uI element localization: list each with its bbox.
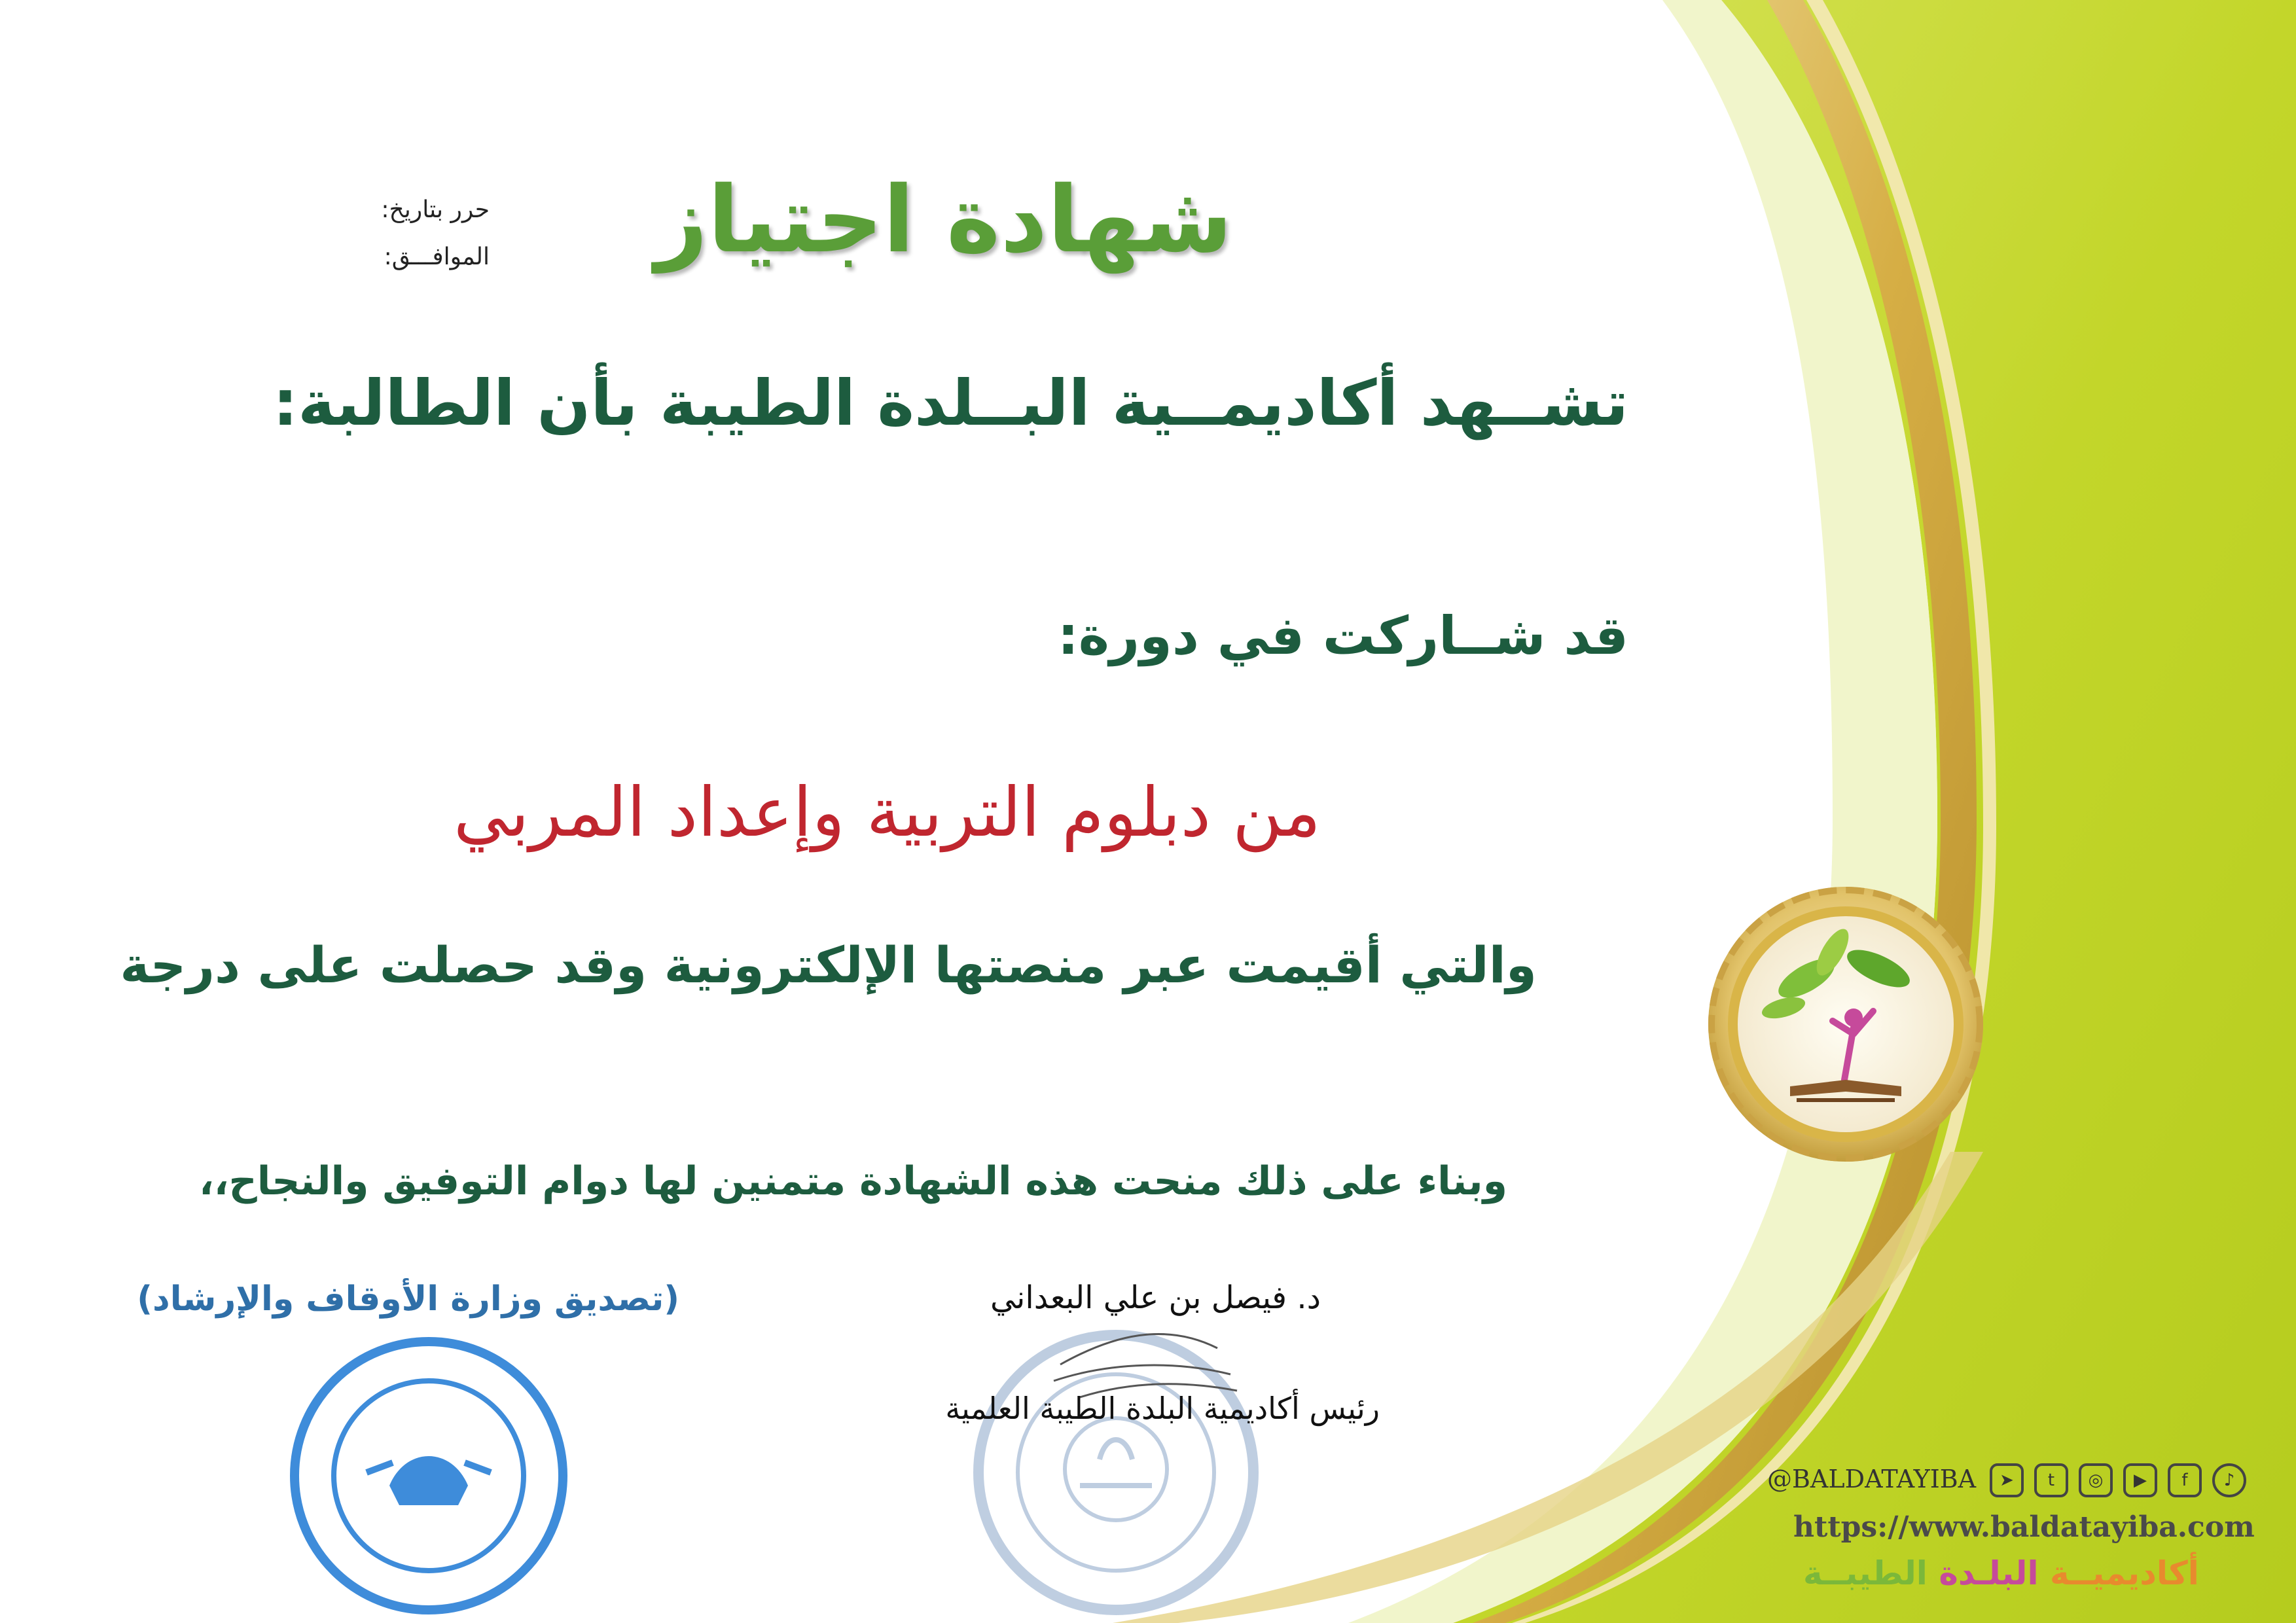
certificate-title: شهادة اجتياز bbox=[655, 167, 1232, 274]
platform-line: والتي أقيمت عبر منصتها الإلكترونية وقد حصلت على درجة bbox=[120, 936, 1537, 994]
facebook-icon[interactable]: f bbox=[2168, 1463, 2202, 1497]
signer-name: د. فيصل بن علي البعداني bbox=[990, 1279, 1321, 1316]
instagram-icon[interactable]: ◎ bbox=[2079, 1463, 2113, 1497]
website-link[interactable]: https://www.baldatayiba.com bbox=[1793, 1510, 2255, 1544]
closing-line: وبناء على ذلك منحت هذه الشهادة متمنين لها دوام التوفيق والنجاح،، bbox=[198, 1158, 1507, 1204]
social-icons bbox=[1990, 1463, 2251, 1503]
ministry-note: (تصديق وزارة الأوقاف والإرشاد) bbox=[137, 1279, 679, 1319]
brand-part-3: الطيبــة bbox=[1803, 1554, 1928, 1592]
issue-date-label: حرر بتاريخ: bbox=[381, 196, 490, 223]
telegram-icon[interactable]: ➤ bbox=[1990, 1463, 2024, 1497]
witness-line: تشــهد أكاديمــية البــلدة الطيبة بأن الطالبة: bbox=[272, 366, 1628, 440]
brand-part-2: البلـدة bbox=[1927, 1554, 2039, 1592]
brand-name bbox=[1803, 1554, 2199, 1592]
twitter-icon[interactable]: t bbox=[2034, 1463, 2068, 1497]
academy-medal-logo bbox=[1708, 887, 1983, 1162]
course-name: من دبلوم التربية وإعداد المربي bbox=[453, 772, 1321, 852]
youtube-icon[interactable]: ▶ bbox=[2123, 1463, 2157, 1497]
participated-line: قد شــاركت في دورة: bbox=[1057, 605, 1628, 666]
brand-part-1: أكاديميــة bbox=[2038, 1554, 2199, 1592]
hijri-date-label: الموافـــق: bbox=[384, 243, 490, 270]
academy-stamp bbox=[978, 1335, 1253, 1610]
social-handle: @BALDATAYIBA bbox=[1767, 1465, 1977, 1493]
ministry-stamp bbox=[295, 1342, 563, 1610]
tiktok-icon[interactable]: ♪ bbox=[2212, 1463, 2246, 1497]
signer-title: رئيس أكاديمية البلدة الطيبة العلمية bbox=[945, 1391, 1380, 1426]
